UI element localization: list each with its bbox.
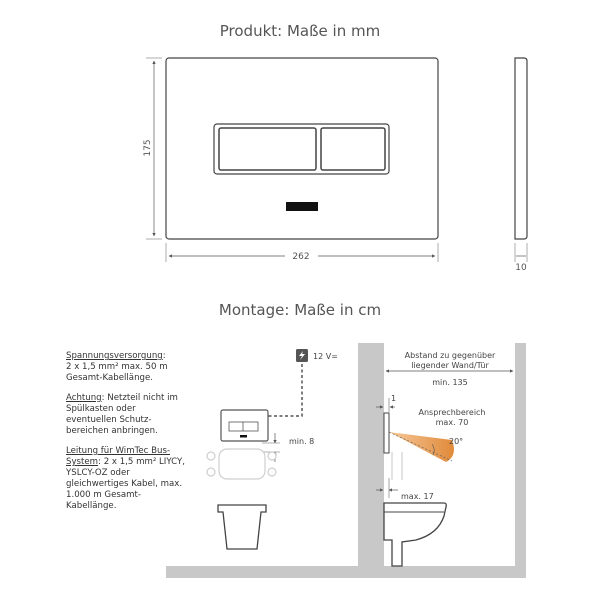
bus-heading: Leitung für WimTec Bus-System bbox=[66, 446, 171, 467]
bus-note: Leitung für WimTec Bus-System: 2 x 1,5 mm² LIYCY, YSLCY-OZ oder gleichwertiges Kabel, max. 1.000 m Gesamt-Kabellänge. bbox=[66, 446, 185, 511]
warning-note: Achtung: Netzteil nicht im Spülkasten oder eventuellen Schutzbereichen anbringen. bbox=[66, 393, 178, 436]
montage-title: Montage: Maße in cm bbox=[218, 301, 382, 319]
sensor-label-2: max. 70 bbox=[435, 418, 469, 427]
button-left bbox=[219, 128, 316, 170]
floor bbox=[166, 566, 526, 578]
flush-plate-side bbox=[515, 58, 527, 239]
max-label: max. 17 bbox=[401, 492, 434, 501]
product-title: Produkt: Maße in mm bbox=[219, 22, 381, 40]
bus-cable bbox=[268, 364, 302, 416]
warning-text: Netzteil nicht im Spülkasten oder eventuellen Schutzbereichen anbringen. bbox=[66, 393, 178, 436]
warning-heading: Achtung bbox=[66, 393, 102, 403]
height-label: 175 bbox=[143, 139, 153, 157]
pot-icon bbox=[218, 505, 266, 549]
bus-text: 2 x 1,5 mm² LIYCY, YSLCY-OZ oder gleichwertiges Kabel, max. 1.000 m Gesamt-Kabellänge. bbox=[66, 457, 185, 511]
depth-label: 10 bbox=[515, 263, 527, 273]
installed-plate bbox=[384, 413, 389, 453]
sensor-window bbox=[286, 202, 318, 211]
offset-label: 1 bbox=[391, 394, 397, 403]
power-note: Spannungsversorgung: 2 x 1,5 mm² max. 50 m Gesamt-Kabellänge. bbox=[66, 351, 168, 383]
width-label: 262 bbox=[292, 252, 310, 262]
power-heading: Spannungsversorgung bbox=[66, 351, 163, 361]
angle-label: 20° bbox=[449, 437, 464, 446]
wall-right bbox=[515, 343, 526, 566]
min-distance-label: min. 135 bbox=[432, 378, 468, 387]
sensor-label-1: Ansprechbereich bbox=[418, 408, 486, 417]
button-right bbox=[321, 128, 385, 170]
distance-label-1: Abstand zu gegenüber bbox=[404, 351, 496, 360]
power-label: 12 V= bbox=[313, 352, 338, 361]
cistern-outline bbox=[207, 449, 276, 479]
depth-dimension bbox=[515, 243, 527, 262]
distance-label-2: liegender Wand/Tür bbox=[411, 361, 489, 370]
installation-notes bbox=[66, 351, 188, 521]
min-height-label: min. 8 bbox=[289, 437, 315, 446]
pipe-outline bbox=[392, 452, 402, 480]
power-text: 2 x 1,5 mm² max. 50 m Gesamt-Kabellänge. bbox=[66, 362, 168, 383]
